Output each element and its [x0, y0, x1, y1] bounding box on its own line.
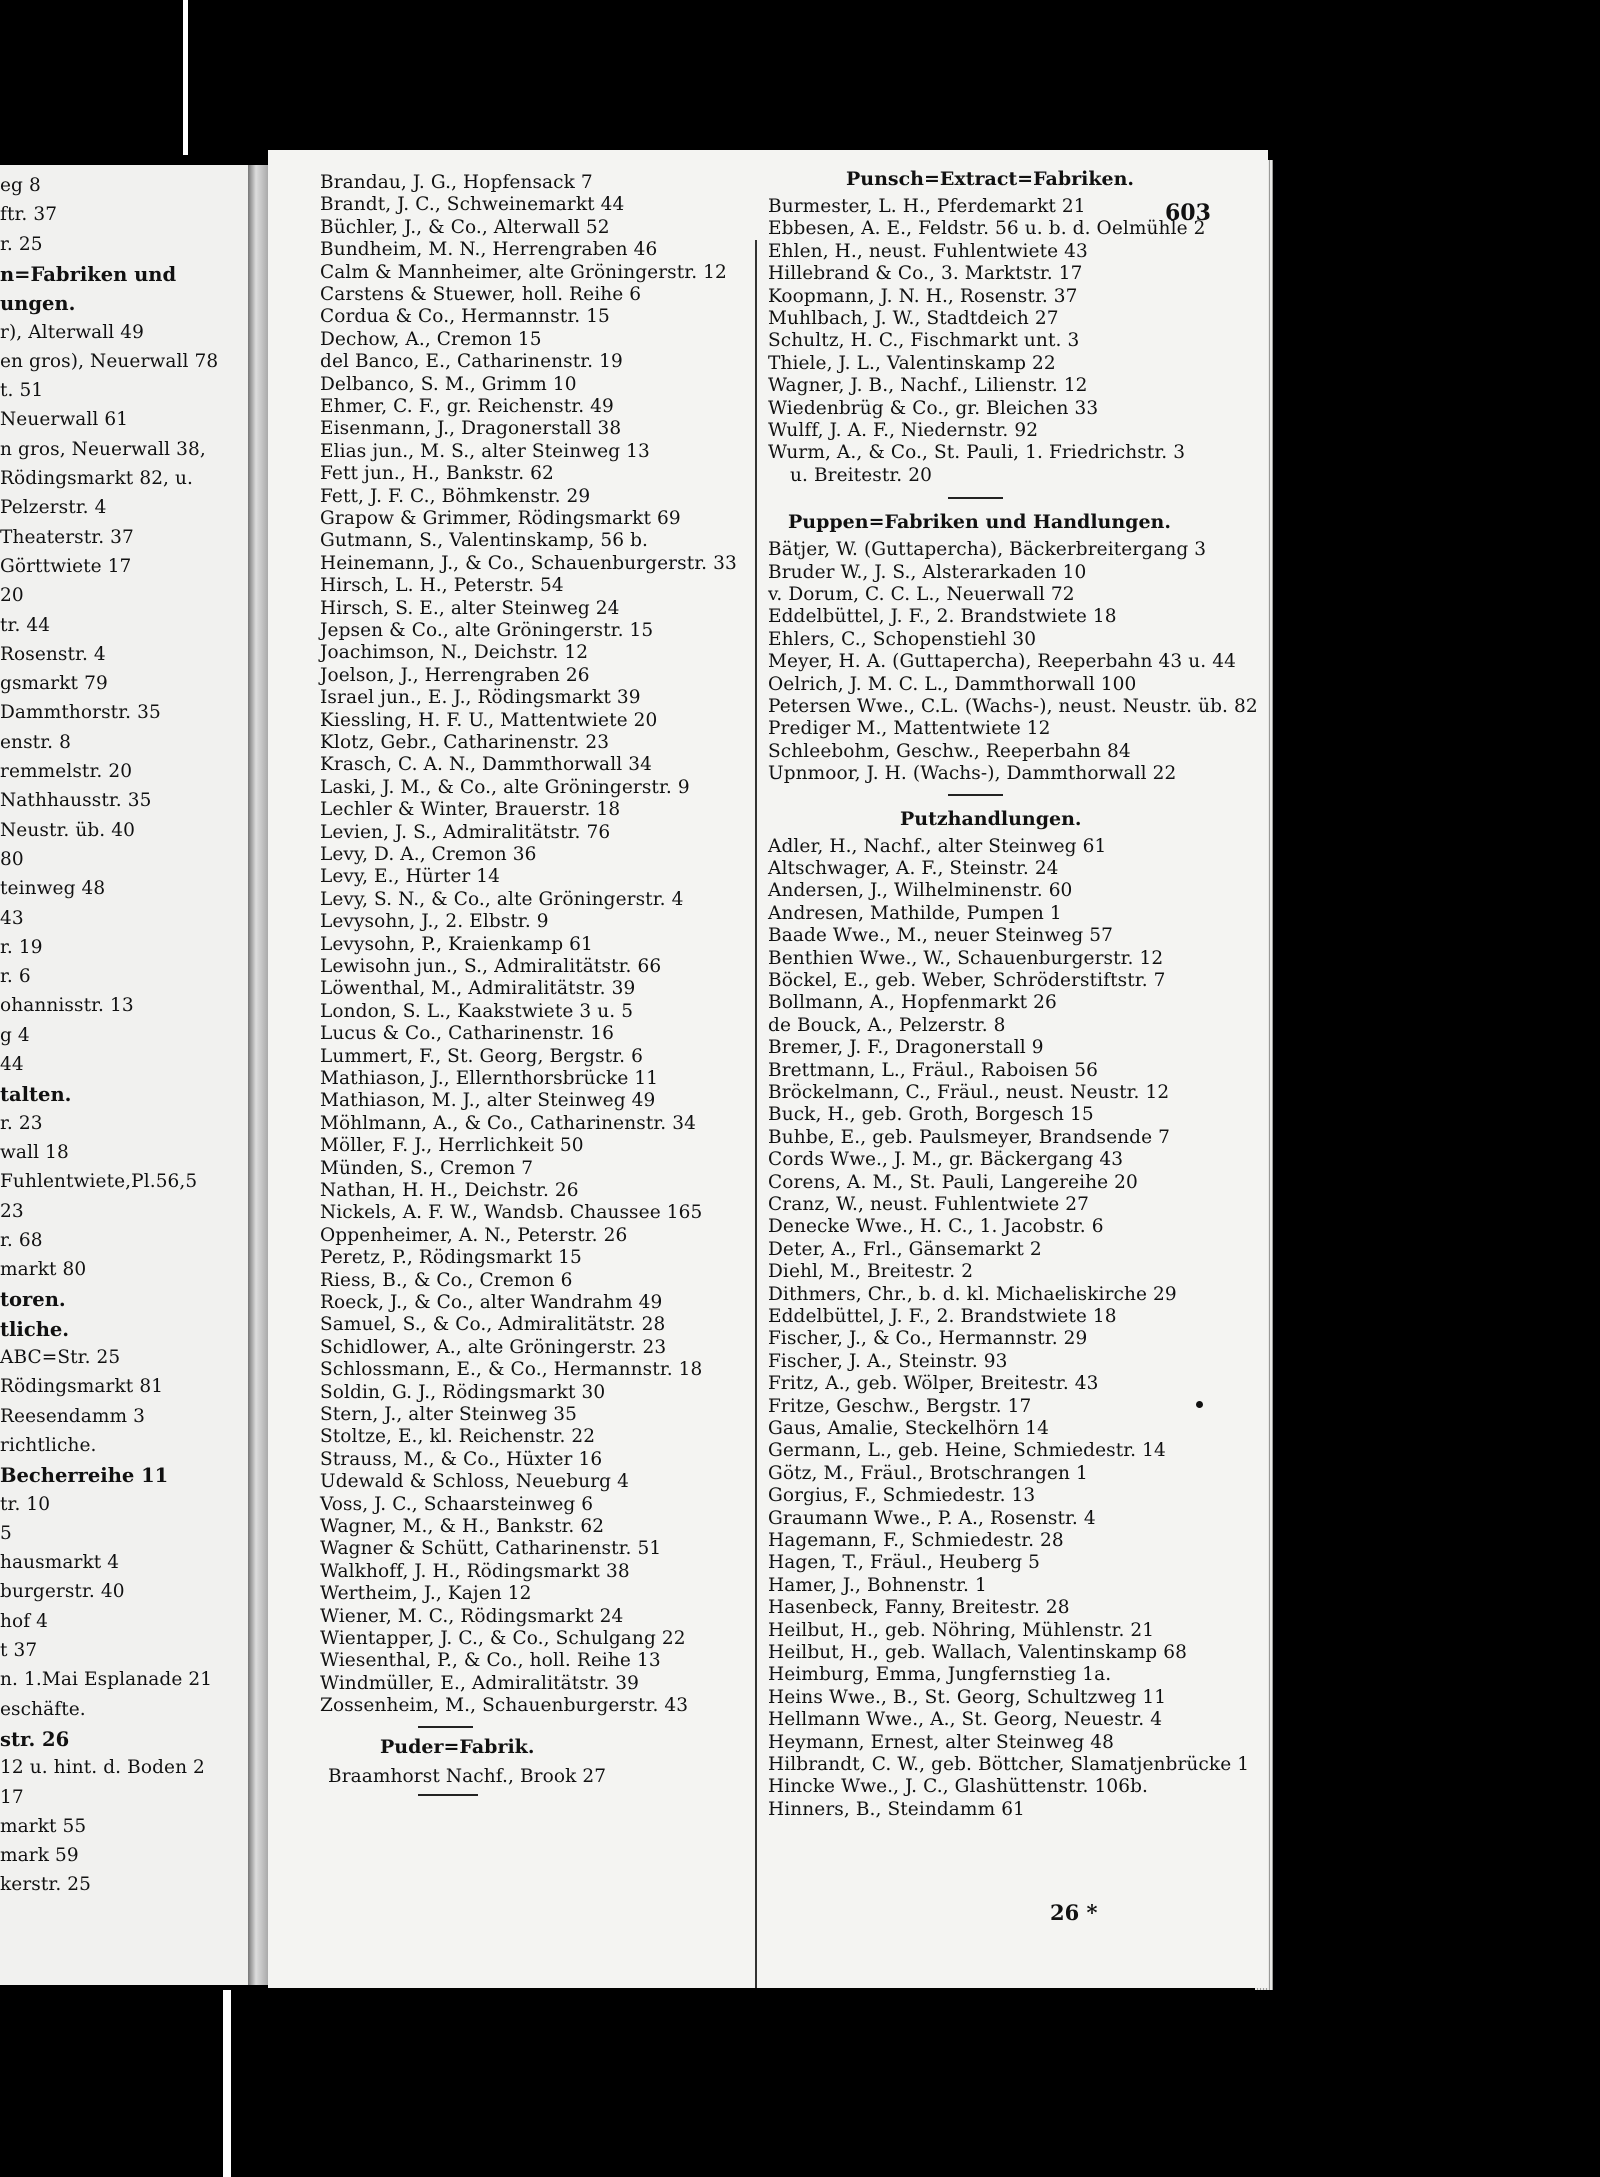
directory-entry: Andresen, Mathilde, Pumpen 1	[768, 902, 1062, 924]
book-spine	[248, 165, 268, 1985]
directory-entry: Oppenheimer, A. N., Peterstr. 26	[320, 1224, 628, 1246]
directory-entry: Altschwager, A. F., Steinstr. 24	[768, 858, 1059, 879]
directory-entry: Stern, J., alter Steinweg 35	[320, 1404, 577, 1425]
directory-entry: u. Breitestr. 20	[790, 464, 933, 486]
directory-entry: Upnmoor, J. H. (Wachs-), Dammthorwall 22	[768, 763, 1177, 785]
directory-entry: Mathiason, M. J., alter Steinweg 49	[320, 1090, 656, 1112]
directory-entry: Windmüller, E., Admiralitätstr. 39	[320, 1672, 640, 1694]
left-page-line: 17	[0, 1786, 24, 1808]
left-page-line: hof 4	[0, 1610, 49, 1632]
directory-entry: Joachimson, N., Deichstr. 12	[320, 642, 589, 664]
left-page	[0, 165, 248, 1985]
directory-entry: Zossenheim, M., Schauenburgerstr. 43	[320, 1695, 689, 1717]
left-page-line: Fuhlentwiete,Pl.56,5	[0, 1171, 198, 1193]
left-page-line: 80	[0, 848, 24, 870]
left-page-line: 5	[0, 1522, 12, 1544]
directory-entry: Schleebohm, Geschw., Reeperbahn 84	[768, 740, 1131, 762]
left-page-line: ungen.	[0, 292, 76, 316]
directory-entry: Wagner, M., & H., Bankstr. 62	[320, 1516, 605, 1537]
left-page-line: remmelstr. 20	[0, 761, 133, 782]
directory-entry: Ehlen, H., neust. Fuhlentwiete 43	[768, 240, 1088, 262]
section-heading-punsch: Punsch=Extract=Fabriken.	[846, 168, 1135, 190]
left-page-line: Rosenstr. 4	[0, 643, 106, 665]
left-page-line: gsmarkt 79	[0, 673, 108, 695]
directory-entry: Prediger M., Mattentwiete 12	[768, 718, 1051, 740]
left-page-line: 43	[0, 907, 24, 929]
left-page-line: Neustr. üb. 40	[0, 819, 136, 841]
directory-entry: Hellmann Wwe., A., St. Georg, Neuestr. 4	[768, 1709, 1163, 1731]
directory-entry: Ebbesen, A. E., Feldstr. 56 u. b. d. Oelmühle 2	[768, 218, 1206, 240]
section-rule	[948, 794, 1003, 796]
left-page-line: t 37	[0, 1640, 38, 1661]
directory-entry: Elias jun., M. S., alter Steinweg 13	[320, 440, 650, 462]
directory-entry: Brandau, J. G., Hopfensack 7	[320, 172, 593, 193]
directory-entry: Möhlmann, A., & Co., Catharinenstr. 34	[320, 1112, 696, 1134]
directory-entry: Hamer, J., Bohnenstr. 1	[768, 1574, 987, 1596]
directory-entry: v. Dorum, C. C. L., Neuerwall 72	[768, 584, 1075, 605]
directory-entry: Hincke Wwe., J. C., Glashüttenstr. 106b.	[768, 1776, 1148, 1798]
left-page-line: str. 26	[0, 1727, 70, 1751]
directory-entry: Fischer, J. A., Steinstr. 93	[768, 1350, 1008, 1372]
directory-entry: Bollmann, A., Hopfenmarkt 26	[768, 992, 1057, 1014]
directory-entry: Fritze, Geschw., Bergstr. 17	[768, 1395, 1032, 1417]
directory-entry: Ehmer, C. F., gr. Reichenstr. 49	[320, 396, 614, 417]
left-page-line: eg 8	[0, 175, 41, 196]
directory-entry: Peretz, P., Rödingsmarkt 15	[320, 1247, 582, 1269]
left-page-line: Reesendamm 3	[0, 1405, 145, 1427]
directory-entry: Klotz, Gebr., Catharinenstr. 23	[320, 732, 610, 753]
directory-entry: Levy, S. N., & Co., alte Gröningerstr. 4	[320, 888, 684, 910]
directory-entry: Wiener, M. C., Rödingsmarkt 24	[320, 1605, 624, 1627]
left-page-line: tr. 10	[0, 1493, 51, 1515]
left-page-line: n=Fabriken und	[0, 262, 177, 286]
right-page	[268, 150, 1268, 1988]
left-page-line: tliche.	[0, 1317, 70, 1341]
directory-entry: Fett, J. F. C., Böhmkenstr. 29	[320, 485, 591, 507]
left-page-line: g 4	[0, 1024, 30, 1046]
left-page-line: r. 25	[0, 233, 43, 255]
directory-entry: Schlossmann, E., & Co., Hermannstr. 18	[320, 1359, 703, 1381]
directory-entry: Heilbut, H., geb. Nöhring, Mühlenstr. 21	[768, 1619, 1155, 1641]
left-page-line: 44	[0, 1054, 24, 1075]
directory-entry: Fritz, A., geb. Wölper, Breitestr. 43	[768, 1373, 1099, 1395]
directory-entry: Calm & Mannheimer, alte Gröningerstr. 12	[320, 261, 727, 283]
directory-entry: Hinners, B., Steindamm 61	[768, 1798, 1025, 1820]
directory-entry: Bröckelmann, C., Fräul., neust. Neustr. 12	[768, 1082, 1170, 1103]
left-page-line: Dammthorstr. 35	[0, 702, 161, 724]
left-page-line: t. 51	[0, 380, 44, 402]
section-rule	[418, 1794, 478, 1796]
left-page-line: 12 u. hint. d. Boden 2	[0, 1757, 205, 1779]
directory-entry: Heilbut, H., geb. Wallach, Valentinskamp 68	[768, 1642, 1187, 1663]
directory-entry: Heinemann, J., & Co., Schauenburgerstr. 33	[320, 552, 737, 574]
left-page-line: ohannisstr. 13	[0, 995, 134, 1017]
directory-entry: Wiesenthal, P., & Co., holl. Reihe 13	[320, 1650, 661, 1672]
left-page-line: 20	[0, 585, 24, 607]
directory-entry: Oelrich, J. M. C. L., Dammthorwall 100	[768, 673, 1137, 695]
directory-entry: Bremer, J. F., Dragonerstall 9	[768, 1037, 1044, 1059]
directory-entry: Wagner & Schütt, Catharinenstr. 51	[320, 1538, 662, 1560]
left-page-line: mark 59	[0, 1845, 79, 1867]
section-heading-putz: Putzhandlungen.	[900, 807, 1082, 830]
left-page-line: wall 18	[0, 1141, 69, 1163]
directory-entry: Denecke Wwe., H. C., 1. Jacobstr. 6	[768, 1216, 1104, 1238]
directory-entry: Gorgius, F., Schmiedestr. 13	[768, 1485, 1036, 1507]
directory-entry: Braamhorst Nachf., Brook 27	[328, 1765, 607, 1787]
section-heading-puppen: Puppen=Fabriken und Handlungen.	[788, 511, 1171, 534]
directory-entry: de Bouck, A., Pelzerstr. 8	[768, 1014, 1006, 1036]
directory-entry: Buhbe, E., geb. Paulsmeyer, Brandsende 7	[768, 1126, 1170, 1148]
directory-entry: Brettmann, L., Fräul., Raboisen 56	[768, 1059, 1098, 1081]
directory-entry: Riess, B., & Co., Cremon 6	[320, 1269, 573, 1291]
directory-entry: Heimburg, Emma, Jungfernstieg 1a.	[768, 1664, 1112, 1686]
left-page-line: Rödingsmarkt 81	[0, 1376, 164, 1398]
directory-entry: Hilbrandt, C. W., geb. Böttcher, Slamatjenbrücke 1	[768, 1754, 1250, 1775]
directory-entry: Lechler & Winter, Brauerstr. 18	[320, 799, 621, 821]
left-page-line: enstr. 8	[0, 731, 71, 753]
directory-entry: Böckel, E., geb. Weber, Schröderstiftstr. 7	[768, 970, 1166, 991]
left-page-line: en gros), Neuerwall 78	[0, 350, 219, 372]
directory-entry: Münden, S., Cremon 7	[320, 1157, 534, 1179]
left-page-line: 23	[0, 1200, 24, 1222]
left-page-line: r. 23	[0, 1112, 43, 1134]
left-page-line: Nathhausstr. 35	[0, 790, 152, 812]
directory-entry: Eisenmann, J., Dragonerstall 38	[320, 418, 622, 440]
directory-entry: Hirsch, S. E., alter Steinweg 24	[320, 597, 620, 619]
signature-mark: 26 *	[1050, 1900, 1098, 1925]
directory-entry: Lucus & Co., Catharinenstr. 16	[320, 1023, 614, 1045]
left-page-line: toren.	[0, 1288, 66, 1312]
section-rule	[948, 497, 1003, 499]
directory-entry: Krasch, C. A. N., Dammthorwall 34	[320, 754, 652, 776]
directory-entry: Germann, L., geb. Heine, Schmiedestr. 14	[768, 1440, 1166, 1462]
left-page-line: richtliche.	[0, 1434, 97, 1456]
directory-entry: Soldin, G. J., Rödingsmarkt 30	[320, 1381, 606, 1403]
directory-entry: Stoltze, E., kl. Reichenstr. 22	[320, 1426, 596, 1448]
page-number: 603	[1165, 200, 1211, 226]
directory-entry: Corens, A. M., St. Pauli, Langereihe 20	[768, 1171, 1138, 1193]
directory-entry: Wiedenbrüg & Co., gr. Bleichen 33	[768, 397, 1099, 419]
directory-entry: Burmester, L. H., Pferdemarkt 21	[768, 196, 1086, 217]
directory-entry: Cords Wwe., J. M., gr. Bäckergang 43	[768, 1149, 1124, 1171]
directory-entry: Samuel, S., & Co., Admiralitätstr. 28	[320, 1314, 666, 1336]
directory-entry: Hasenbeck, Fanny, Breitestr. 28	[768, 1597, 1070, 1619]
directory-entry: Löwenthal, M., Admiralitätstr. 39	[320, 978, 636, 1000]
directory-entry: Gaus, Amalie, Steckelhörn 14	[768, 1418, 1049, 1439]
directory-entry: Eddelbüttel, J. F., 2. Brandstwiete 18	[768, 606, 1117, 628]
left-page-line: markt 55	[0, 1815, 87, 1837]
left-page-line: markt 80	[0, 1259, 87, 1281]
left-film-border-bottom	[223, 1990, 231, 2177]
directory-entry: Heins Wwe., B., St. Georg, Schultzweg 11	[768, 1686, 1167, 1708]
directory-entry: Bruder W., J. S., Alsterarkaden 10	[768, 561, 1087, 583]
directory-entry: Levien, J. S., Admiralitätstr. 76	[320, 821, 611, 843]
directory-entry: Petersen Wwe., C.L. (Wachs-), neust. Neustr. üb. 82	[768, 696, 1258, 717]
directory-entry: Bundheim, M. N., Herrengraben 46	[320, 239, 658, 261]
directory-entry: Koopmann, J. N. H., Rosenstr. 37	[768, 285, 1078, 307]
directory-entry: Adler, H., Nachf., alter Steinweg 61	[768, 835, 1107, 857]
directory-entry: Hirsch, L. H., Peterstr. 54	[320, 575, 564, 597]
directory-entry: Gutmann, S., Valentinskamp, 56 b.	[320, 530, 649, 552]
directory-entry: Schultz, H. C., Fischmarkt unt. 3	[768, 330, 1080, 352]
left-film-border	[183, 0, 188, 155]
directory-entry: Laski, J. M., & Co., alte Gröningerstr. 9	[320, 776, 690, 798]
directory-entry: Grapow & Grimmer, Rödingsmarkt 69	[320, 508, 681, 529]
left-page-line: hausmarkt 4	[0, 1552, 120, 1574]
directory-entry: Bätjer, W. (Guttapercha), Bäckerbreitergang 3	[768, 539, 1207, 561]
directory-entry: Jepsen & Co., alte Gröningerstr. 15	[320, 620, 654, 641]
directory-entry: Levy, D. A., Cremon 36	[320, 844, 537, 865]
left-page-line: kerstr. 25	[0, 1874, 92, 1896]
left-page-line: ftr. 37	[0, 204, 58, 226]
directory-entry: Büchler, J., & Co., Alterwall 52	[320, 216, 610, 238]
directory-entry: Walkhoff, J. H., Rödingsmarkt 38	[320, 1560, 630, 1582]
left-page-line: n. 1.Mai Esplanade 21	[0, 1669, 213, 1691]
directory-entry: Wientapper, J. C., & Co., Schulgang 22	[320, 1628, 686, 1649]
directory-entry: Muhlbach, J. W., Stadtdeich 27	[768, 308, 1059, 329]
left-page-line: Theaterstr. 37	[0, 526, 134, 548]
left-page-line: n gros, Neuerwall 38,	[0, 438, 206, 460]
directory-entry: Cranz, W., neust. Fuhlentwiete 27	[768, 1194, 1090, 1215]
directory-entry: Buck, H., geb. Groth, Borgesch 15	[768, 1104, 1094, 1126]
directory-entry: Cordua & Co., Hermannstr. 15	[320, 306, 610, 328]
directory-entry: Roeck, J., & Co., alter Wandrahm 49	[320, 1292, 663, 1313]
ink-dot	[1196, 1401, 1203, 1408]
directory-entry: Dechow, A., Cremon 15	[320, 328, 542, 350]
left-page-line: ABC=Str. 25	[0, 1347, 121, 1368]
directory-entry: Hillebrand & Co., 3. Marktstr. 17	[768, 263, 1083, 285]
directory-entry: Levy, E., Hürter 14	[320, 866, 501, 888]
directory-entry: Levysohn, J., 2. Elbstr. 9	[320, 911, 549, 933]
directory-entry: del Banco, E., Catharinenstr. 19	[320, 351, 623, 373]
directory-entry: Möller, F. J., Herrlichkeit 50	[320, 1135, 584, 1157]
directory-entry: Ehlers, C., Schopenstiehl 30	[768, 628, 1037, 650]
directory-entry: Joelson, J., Herrengraben 26	[320, 664, 590, 686]
directory-entry: Delbanco, S. M., Grimm 10	[320, 373, 577, 395]
directory-entry: Nathan, H. H., Deichstr. 26	[320, 1180, 579, 1201]
directory-entry: Hagen, T., Fräul., Heuberg 5	[768, 1552, 1040, 1574]
directory-entry: Wulff, J. A. F., Niedernstr. 92	[768, 420, 1039, 441]
directory-entry: Eddelbüttel, J. F., 2. Brandstwiete 18	[768, 1306, 1117, 1327]
directory-entry: Dithmers, Chr., b. d. kl. Michaeliskirche 29	[768, 1283, 1177, 1305]
section-heading-puder: Puder=Fabrik.	[380, 1735, 535, 1758]
directory-entry: Voss, J. C., Schaarsteinweg 6	[320, 1493, 594, 1515]
directory-entry: London, S. L., Kaakstwiete 3 u. 5	[320, 1000, 634, 1022]
directory-entry: Andersen, J., Wilhelminenstr. 60	[768, 880, 1073, 902]
directory-entry: Brandt, J. C., Schweinemarkt 44	[320, 194, 625, 216]
directory-entry: Deter, A., Frl., Gänsemarkt 2	[768, 1238, 1042, 1260]
left-page-line: talten.	[0, 1083, 72, 1107]
left-page-line: r. 6	[0, 966, 31, 988]
directory-entry: Hagemann, F., Schmiedestr. 28	[768, 1530, 1064, 1551]
directory-entry: Kiessling, H. F. U., Mattentwiete 20	[320, 709, 658, 731]
directory-entry: Wertheim, J., Kajen 12	[320, 1583, 532, 1605]
left-page-line: tr. 44	[0, 614, 51, 636]
column-divider	[755, 240, 757, 1988]
directory-entry: Israel jun., E. J., Rödingsmarkt 39	[320, 687, 641, 709]
directory-entry: Nickels, A. F. W., Wandsb. Chaussee 165	[320, 1202, 703, 1224]
directory-entry: Diehl, M., Breitestr. 2	[768, 1261, 974, 1283]
left-page-line: Neuerwall 61	[0, 409, 129, 431]
directory-entry: Wagner, J. B., Nachf., Lilienstr. 12	[768, 375, 1088, 397]
directory-entry: Strauss, M., & Co., Hüxter 16	[320, 1448, 603, 1470]
directory-entry: Heymann, Ernest, alter Steinweg 48	[768, 1731, 1114, 1753]
left-page-line: Pelzerstr. 4	[0, 497, 107, 519]
directory-entry: Levysohn, P., Kraienkamp 61	[320, 933, 593, 955]
left-page-line: r. 19	[0, 936, 43, 958]
directory-entry: Carstens & Stuewer, holl. Reihe 6	[320, 284, 642, 305]
left-page-line: burgerstr. 40	[0, 1581, 125, 1603]
left-page-line: Rödingsmarkt 82, u.	[0, 468, 194, 489]
directory-entry: Baade Wwe., M., neuer Steinweg 57	[768, 925, 1114, 947]
directory-entry: Götz, M., Fräul., Brotschrangen 1	[768, 1462, 1088, 1484]
left-page-line: teinweg 48	[0, 878, 106, 900]
left-page-line: r), Alterwall 49	[0, 321, 145, 343]
directory-entry: Thiele, J. L., Valentinskamp 22	[768, 352, 1056, 374]
directory-entry: Meyer, H. A. (Guttapercha), Reeperbahn 43 u. 44	[768, 651, 1236, 673]
directory-entry: Lummert, F., St. Georg, Bergstr. 6	[320, 1045, 643, 1067]
left-page-line: eschäfte.	[0, 1698, 86, 1720]
directory-entry: Graumann Wwe., P. A., Rosenstr. 4	[768, 1507, 1096, 1529]
directory-entry: Wurm, A., & Co., St. Pauli, 1. Friedrichstr. 3	[768, 442, 1186, 464]
directory-entry: Fischer, J., & Co., Hermannstr. 29	[768, 1328, 1088, 1350]
directory-entry: Fett jun., H., Bankstr. 62	[320, 463, 554, 485]
section-rule	[418, 1726, 473, 1728]
directory-entry: Mathiason, J., Ellernthorsbrücke 11	[320, 1068, 659, 1089]
directory-entry: Benthien Wwe., W., Schauenburgerstr. 12	[768, 947, 1164, 969]
left-page-line: r. 68	[0, 1229, 43, 1251]
directory-entry: Udewald & Schloss, Neueburg 4	[320, 1471, 629, 1493]
directory-entry: Lewisohn jun., S., Admiralitätstr. 66	[320, 956, 662, 977]
directory-entry: Schidlower, A., alte Gröningerstr. 23	[320, 1336, 667, 1358]
left-page-line: Görttwiete 17	[0, 555, 132, 577]
left-page-line: Becherreihe 11	[0, 1464, 169, 1488]
